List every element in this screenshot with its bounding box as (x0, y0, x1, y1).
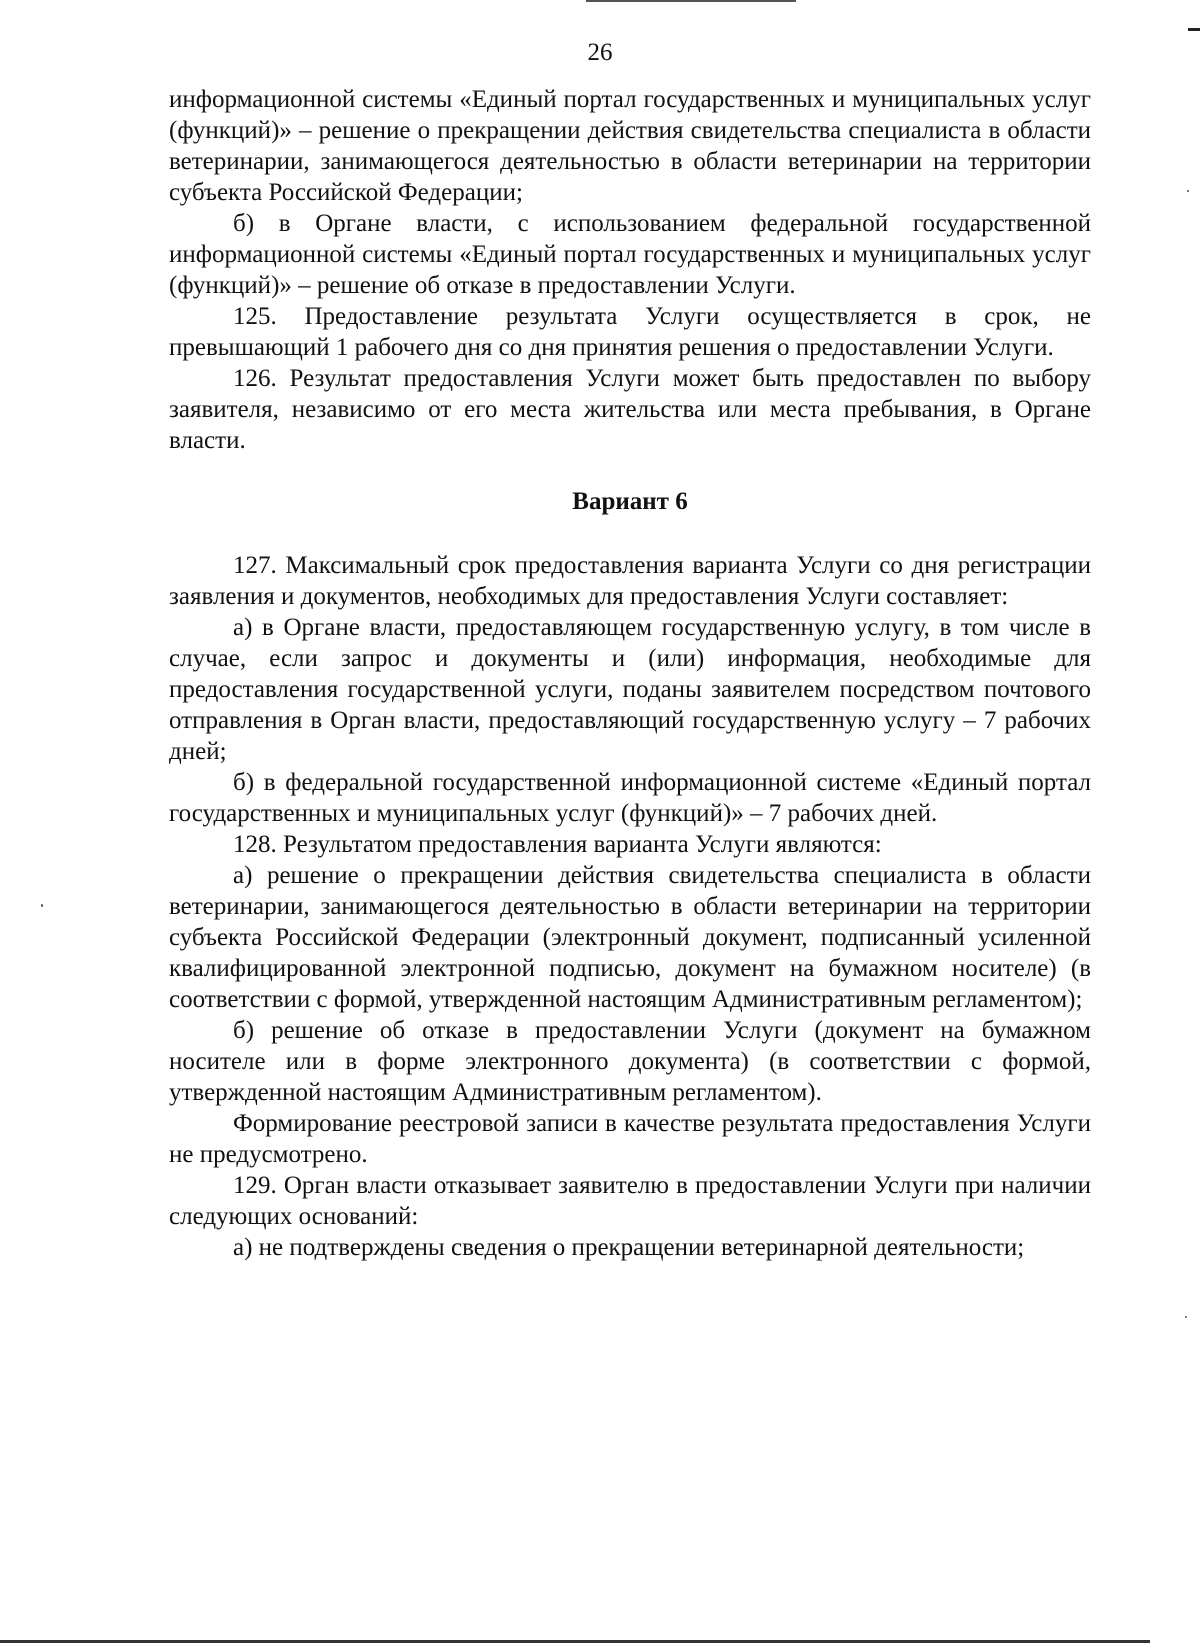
paragraph: 127. Максимальный срок предоставления варианта Услуги со дня регистрации заявления и документов, необходимых для предоставления Услуги составляет: (169, 552, 1091, 610)
page-number: 26 (587, 39, 613, 66)
paragraph: а) решение о прекращении действия свидетельства специалиста в области ветеринарии, занимающегося деятельностью в области ветеринарии на территории субъекта Российской Федерации (электронный документ, подписанный усиленной квалифицированной электронной подписью, документ на бумажном носителе) (в соответствии с формой, утвержденной настоящим Административным регламентом); (169, 862, 1091, 1013)
scan-speck (41, 904, 43, 907)
scan-edge-top (586, 0, 796, 2)
paragraph: б) в федеральной государственной информационной системе «Единый портал государственных и муниципальных услуг (функций)» – 7 рабочих дней. (169, 769, 1091, 827)
paragraphs-before-heading (169, 84, 1091, 456)
paragraph: Формирование реестровой записи в качестве результата предоставления Услуги не предусмотрено. (169, 1110, 1091, 1168)
paragraph: информационной системы «Единый портал государственных и муниципальных услуг (функций)» – решение о прекращении действия свидетельства специалиста в области ветеринарии, занимающегося деятельностью в области ветеринарии на территории субъекта Российской Федерации; (169, 86, 1091, 206)
scan-edge-right (1188, 28, 1200, 31)
paragraph: 128. Результатом предоставления варианта Услуги являются: (233, 831, 882, 858)
paragraphs-after-heading (169, 550, 1091, 1263)
scan-edge-bottom (0, 1640, 1150, 1643)
scan-speck (1187, 190, 1189, 192)
paragraph: б) решение об отказе в предоставлении Услуги (документ на бумажном носителе или в форме электронного документа) (в соответствии с формой, утвержденной настоящим Административным регламентом). (169, 1017, 1091, 1106)
paragraph: 129. Орган власти отказывает заявителю в предоставлении Услуги при наличии следующих оснований: (169, 1172, 1091, 1230)
scan-speck (1185, 1316, 1187, 1318)
document-body (169, 84, 1091, 1263)
paragraph: 125. Предоставление результата Услуги осуществляется в срок, не превышающий 1 рабочего дня со дня принятия решения о предоставлении Услуги. (169, 303, 1091, 361)
paragraph: б) в Органе власти, с использованием федеральной государственной информационной системы «Единый портал государственных и муниципальных услуг (функций)» – решение об отказе в предоставлении Услуги. (169, 210, 1091, 299)
section-heading: Вариант 6 (572, 488, 688, 515)
paragraph: 126. Результат предоставления Услуги может быть предоставлен по выбору заявителя, независимо от его места жительства или места пребывания, в Органе власти. (169, 365, 1091, 454)
paragraph: а) не подтверждены сведения о прекращении ветеринарной деятельности; (233, 1234, 1025, 1261)
paragraph: а) в Органе власти, предоставляющем государственную услугу, в том числе в случае, если запрос и документы и (или) информация, необходимые для предоставления государственной услуги, поданы заявителем посредством почтового отправления в Орган власти, предоставляющий государственную услугу – 7 рабочих дней; (169, 614, 1091, 765)
